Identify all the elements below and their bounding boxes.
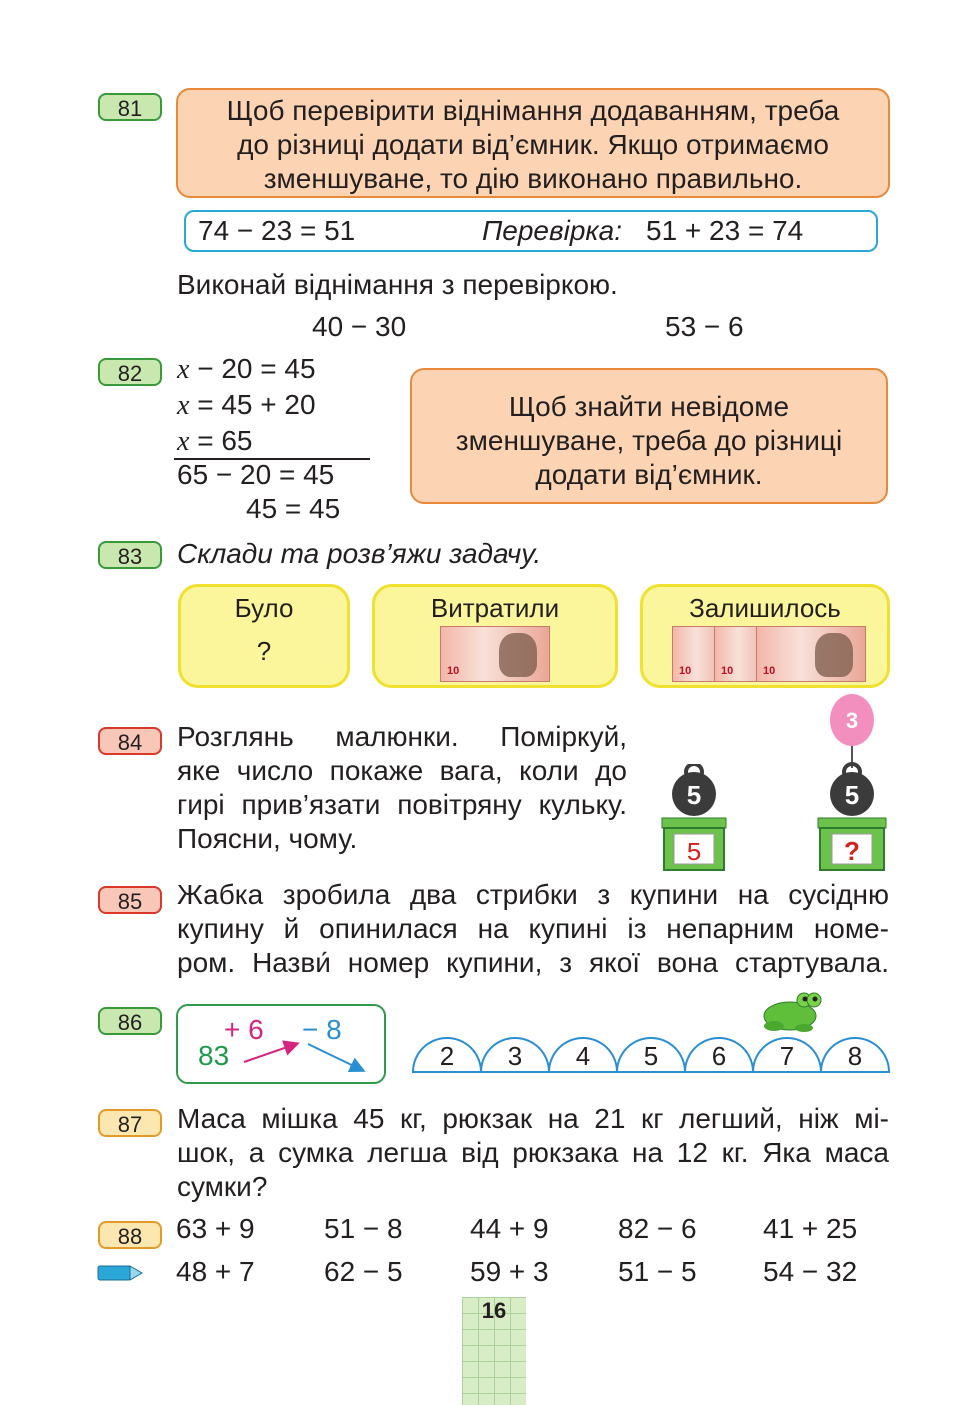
expression: 62 − 5 [324, 1256, 403, 1287]
scale-1-illustration [656, 764, 732, 872]
exercise-number-81: 81 [98, 93, 162, 121]
expression: 51 − 8 [324, 1213, 403, 1244]
exercise-number-87: 87 [98, 1109, 162, 1137]
frog-illustration [760, 990, 824, 1034]
box-bulo [178, 584, 350, 688]
bump: 3 [480, 1037, 550, 1073]
equation-line: 65 − 20 = 45 [177, 459, 335, 490]
jump-diagram-box [176, 1004, 386, 1084]
task-text-84: Розглянь малюнки. Поміркуй, яке число покаже вага, коли до гирі прив’язати повітряну кульку. Поясни, чому. [177, 721, 627, 854]
exercise-number-86: 86 [98, 1007, 162, 1035]
bump: 6 [684, 1037, 754, 1073]
expression: 40 − 30 [312, 311, 407, 342]
banknote-image: 10 [440, 626, 550, 682]
exercise-number-85: 85 [98, 886, 162, 914]
rule-line: Щоб знайти невідоме [508, 391, 790, 422]
rule-line: до різниці додати від’ємник. Якщо отримаємо [237, 129, 829, 160]
expression: 54 − 32 [763, 1256, 858, 1287]
task-text-85: Жабка зробила два стрибки з купини на сусідню купину й опинилася на купині із непарним номе- ром. Назви́ номер купини, з якої вона стартувала. [177, 879, 889, 978]
check-label: Перевірка: [482, 215, 622, 246]
exercise-number-88: 88 [98, 1221, 162, 1249]
rule-box-82 [410, 368, 888, 504]
expression: 63 + 9 [176, 1213, 255, 1244]
rule-box-81 [176, 88, 890, 198]
equation-line: x = 45 + 20 [177, 389, 316, 421]
bump: 5 [616, 1037, 686, 1073]
plus-operation: + 6 [224, 1014, 264, 1045]
svg-text:5: 5 [686, 838, 702, 868]
box-title: Було [234, 593, 294, 623]
exercise-number-83: 83 [98, 541, 162, 569]
expression: 53 − 6 [665, 311, 744, 342]
svg-text:?: ? [844, 836, 860, 866]
exercise-number-82: 82 [98, 358, 162, 386]
expression: 51 − 5 [618, 1256, 697, 1287]
exercise-number-84: 84 [98, 727, 162, 755]
task-text-87: Маса мішка 45 кг, рюкзак на 21 кг легший, ніж мі- шок, а сумка легша від рюкзака на 12 кг. Яка маса сумки? [177, 1103, 889, 1202]
rule-line: зменшуване, то дію виконано правильно. [263, 163, 803, 194]
page-number: 16 [481, 1298, 507, 1323]
bump: 4 [548, 1037, 618, 1073]
balloon-number: 3 [845, 708, 859, 733]
rule-line: зменшуване, треба до різниці [455, 425, 843, 456]
task-text-83: Склади та розв’яжи задачу. [177, 538, 542, 569]
expression: 41 + 25 [763, 1213, 858, 1244]
rule-line: додати від’ємник. [535, 459, 763, 490]
example-expression: 74 − 23 = 51 [198, 215, 356, 246]
example-box-81 [184, 210, 878, 252]
equation-line: x − 20 = 45 [177, 353, 316, 385]
box-title: Залишилось [689, 593, 841, 623]
banknote-image: 10 [672, 626, 732, 682]
task-text-81: Виконай віднімання з перевіркою. [177, 269, 618, 300]
box-value: ? [256, 636, 272, 666]
page-number-tab [462, 1297, 526, 1405]
jump-arrows [178, 1006, 384, 1082]
expression: 59 + 3 [470, 1256, 549, 1287]
bump: 8 [820, 1037, 890, 1073]
box-title: Витратили [430, 593, 560, 623]
rule-line: Щоб перевірити віднімання додаванням, треба [226, 95, 840, 126]
scale-2-illustration [812, 690, 892, 872]
bump: 7 [752, 1037, 822, 1073]
equation-line: 45 = 45 [246, 493, 341, 524]
banknote-image: 10 [714, 626, 774, 682]
check-expression: 51 + 23 = 74 [646, 215, 804, 246]
equation-line: x = 65 [177, 425, 253, 457]
expression: 48 + 7 [176, 1256, 255, 1287]
bump: 2 [412, 1037, 482, 1073]
svg-text:5: 5 [686, 780, 702, 810]
minus-operation: − 8 [302, 1014, 342, 1045]
expression: 82 − 6 [618, 1213, 697, 1244]
banknote-image: 10 [756, 626, 866, 682]
svg-text:5: 5 [844, 780, 860, 810]
start-number: 83 [198, 1040, 230, 1071]
expression: 44 + 9 [470, 1213, 549, 1244]
pencil-icon [96, 1262, 144, 1284]
